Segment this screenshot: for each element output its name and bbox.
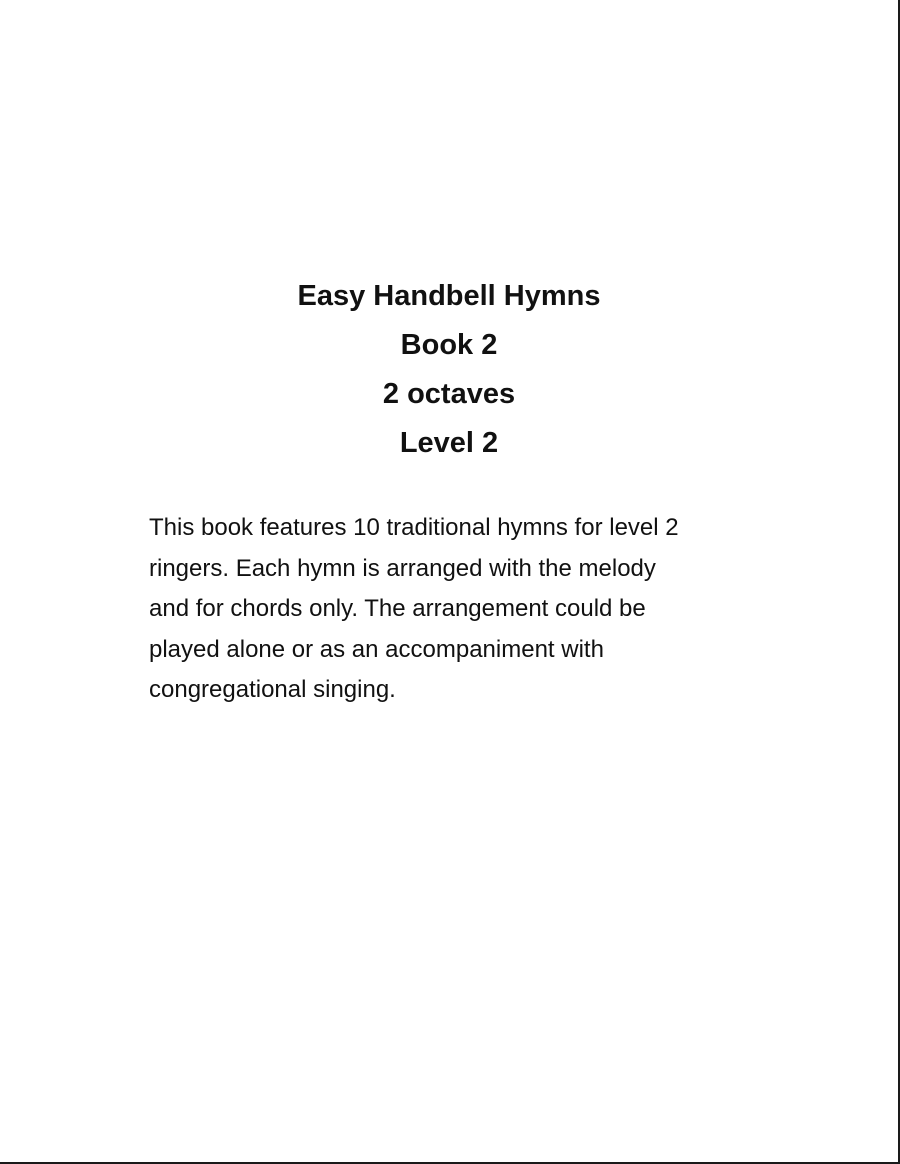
description-line: This book features 10 traditional hymns for level 2 (149, 514, 679, 541)
difficulty-level: Level 2 (399, 427, 499, 459)
description-paragraph (149, 508, 769, 711)
description-line: and for chords only. The arrangement could be (149, 595, 646, 622)
description-line: congregational singing. (149, 676, 396, 703)
book-title: Easy Handbell Hymns (297, 280, 601, 312)
description-line: ringers. Each hymn is arranged with the melody (149, 554, 656, 582)
octave-range: 2 octaves (382, 378, 516, 410)
title-block (0, 272, 898, 468)
book-number: Book 2 (400, 329, 498, 361)
description-line: played alone or as an accompaniment with (149, 635, 604, 663)
